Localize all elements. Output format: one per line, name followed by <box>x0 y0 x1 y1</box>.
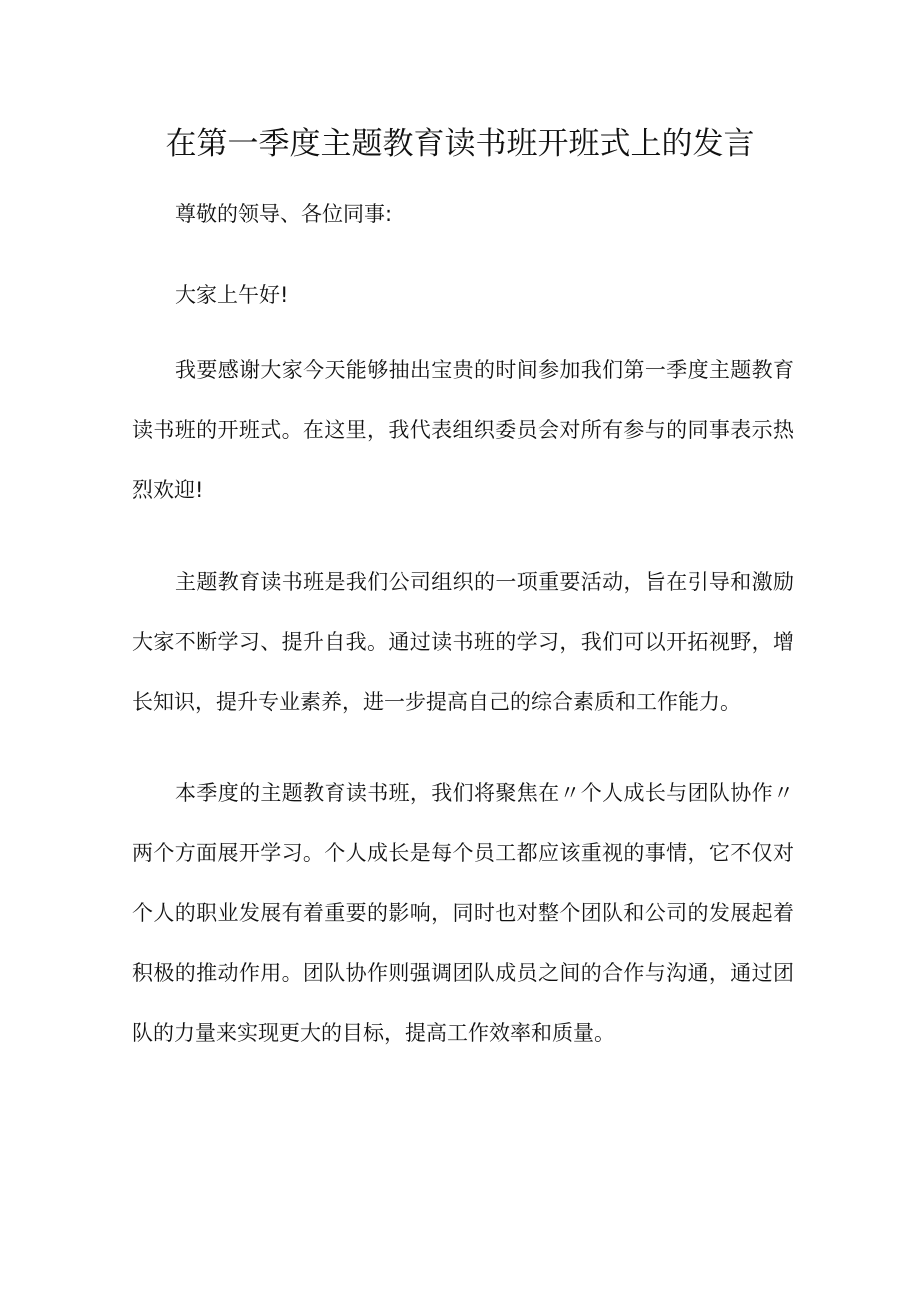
paragraph-thanks: 我要感谢大家今天能够抽出宝贵的时间参加我们第一季度主题教育读书班的开班式。在这里，我代表组织委员会对所有参与的同事表示热烈欢迎! <box>132 358 794 502</box>
greeting: 大家上午好! <box>175 283 289 307</box>
paragraph-purpose: 主题教育读书班是我们公司组织的一项重要活动，旨在引导和激励大家不断学习、提升自我。通过读书班的学习，我们可以开拓视野，增长知识，提升专业素养，进一步提高自己的综合素质和工作能力。 <box>132 570 794 714</box>
paragraph-focus: 本季度的主题教育读书班，我们将聚焦在〃个人成长与团队协作〃两个方面展开学习。个人成长是每个员工都应该重视的事情，它不仅对个人的职业发展有着重要的影响，同时也对整个团队和公司的发展起着积极的推动作用。团队协作则强调团队成员之间的合作与沟通，通过团队的力量来实现更大的目标，提高工作效率和质量。 <box>132 781 794 1045</box>
document-title: 在第一季度主题教育读书班开班式上的发言 <box>165 126 755 162</box>
salutation: 尊敬的领导、各位同事: <box>175 202 393 226</box>
